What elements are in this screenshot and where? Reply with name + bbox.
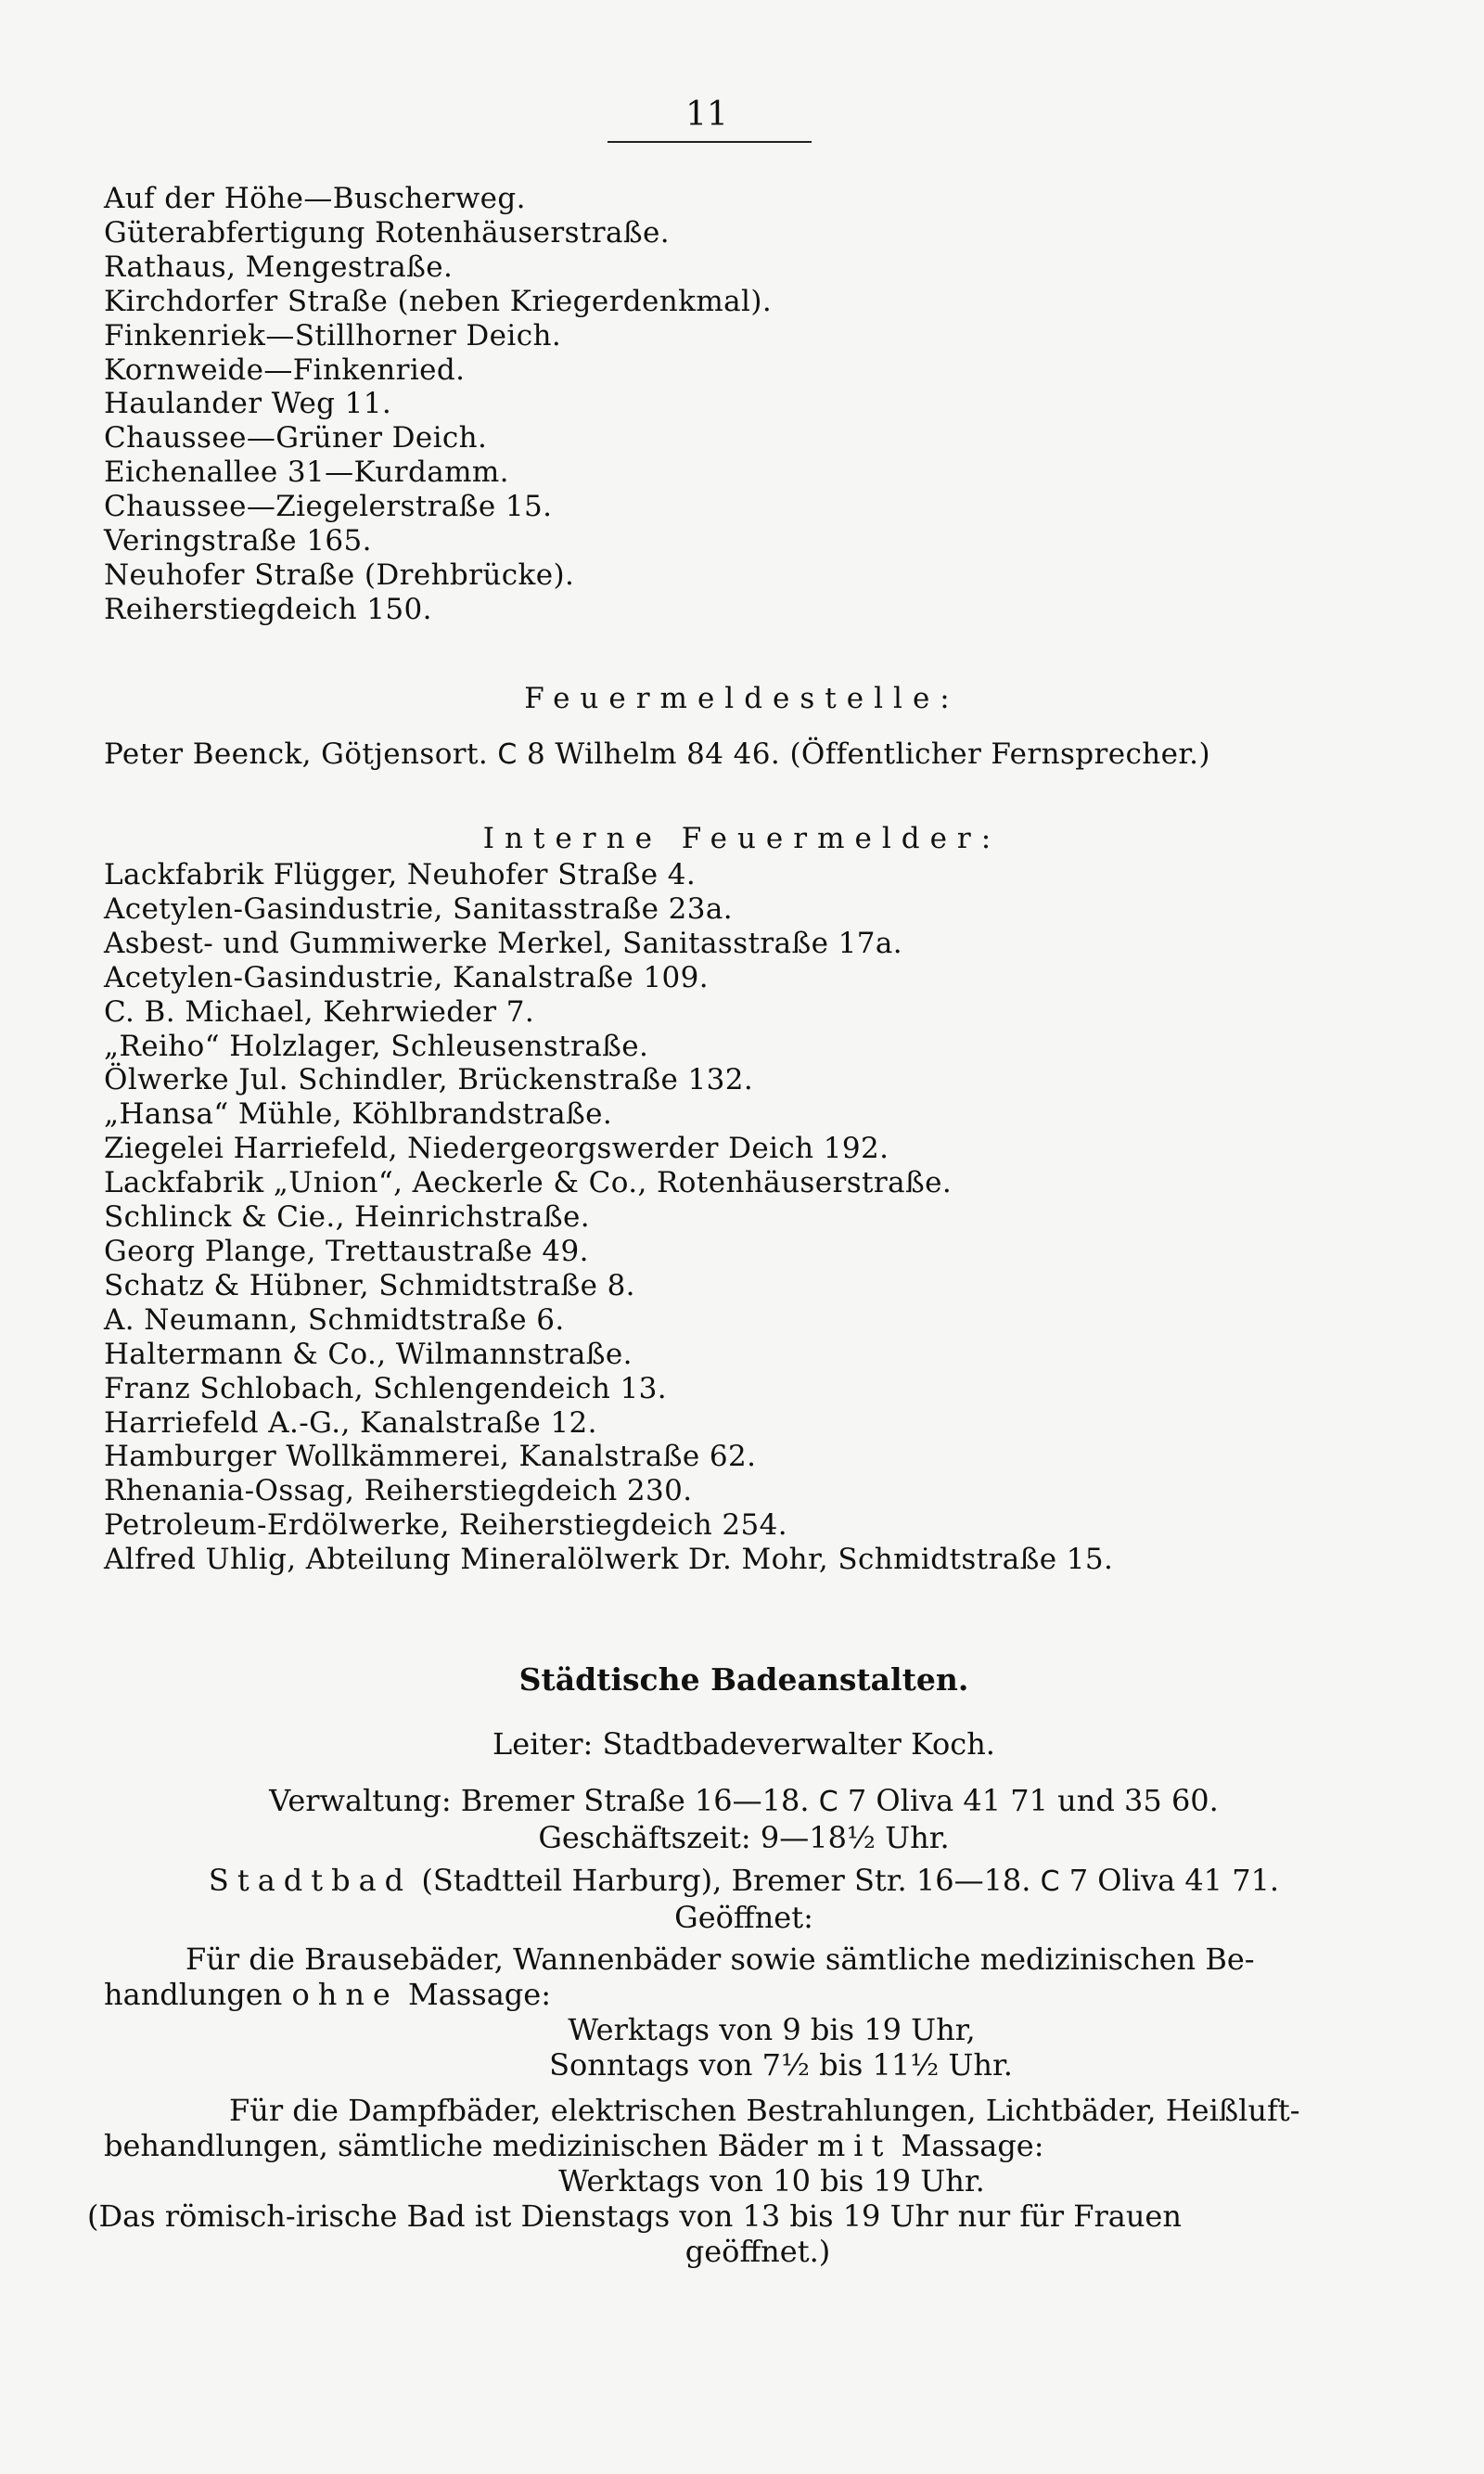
list-item: Reiherstiegdeich 150.: [104, 592, 432, 626]
baths-verwaltung-row: [104, 1783, 1384, 1855]
baths-stadtbad: [104, 1863, 1384, 1900]
list-item: Haltermann & Co., Wilmannstraße.: [104, 1337, 633, 1371]
phone-icon: C: [1040, 1865, 1060, 1898]
list-item: Acetylen-Gasindustrie, Kanalstraße 109.: [104, 960, 709, 994]
dampf-mit: mit: [816, 2128, 892, 2163]
list-item: Lackfabrik „Union“, Aeckerle & Co., Rotenhäuserstraße.: [104, 1166, 953, 1200]
phone-icon: C: [818, 1786, 838, 1818]
werktags-hours-2: Werktags von 10 bis 19 Uhr.: [558, 2163, 985, 2198]
stadtbad-label: Stadtbad: [208, 1863, 413, 1898]
baths-geschaeftszeit: Geschäftszeit: 9—18½ Uhr.: [538, 1820, 950, 1855]
list-item: C. B. Michael, Kehrwieder 7.: [104, 994, 535, 1029]
brause-text: handlungen: [104, 1977, 283, 2012]
brause-massage: Massage:: [408, 1977, 551, 2012]
street-list: [104, 182, 1384, 627]
brause-line-1: Für die Brausebäder, Wannenbäder sowie sämtliche medizinischen Be-: [186, 1942, 1255, 1977]
list-item: Alfred Uhlig, Abteilung Mineralölwerk Dr. Mohr, Schmidtstraße 15.: [104, 1543, 1114, 1577]
dampf-text: behandlungen, sämtliche medizinischen Bäder: [104, 2128, 808, 2163]
list-item: Neuhofer Straße (Drehbrücke).: [104, 558, 575, 592]
verwaltung-text: Verwaltung: Bremer Straße 16—18.: [269, 1783, 810, 1818]
list-item: Ziegelei Harriefeld, Niedergeorgswerder Deich 192.: [104, 1132, 889, 1166]
stadtbad-address: (Stadtteil Harburg), Bremer Str. 16—18.: [421, 1863, 1031, 1898]
section-heading-interne-feuermelder: Interne Feuermelder:: [482, 822, 1002, 855]
list-item: „Hansa“ Mühle, Köhlbrandstraße.: [104, 1097, 613, 1132]
baths-brause-block: [104, 1942, 1384, 2083]
list-item: Petroleum-Erdölwerke, Reiherstiegdeich 254.: [104, 1508, 787, 1543]
list-item: Acetylen-Gasindustrie, Sanitasstraße 23a.: [104, 891, 733, 926]
list-item: „Reiho“ Holzlager, Schleusenstraße.: [104, 1029, 649, 1063]
list-item: Güterabfertigung Rotenhäuserstraße.: [104, 215, 670, 250]
list-item: Chaussee—Grüner Deich.: [104, 421, 488, 455]
list-item: Asbest- und Gummiwerke Merkel, Sanitasstraße 17a.: [104, 926, 902, 960]
feuermeldestelle-entry: [104, 737, 1384, 773]
baths-geoeffnet: Geöffnet:: [674, 1900, 813, 1935]
list-item: Harriefeld A.-G., Kanalstraße 12.: [104, 1405, 597, 1440]
brause-line-2: [104, 1977, 1384, 2012]
brause-ohne: ohne: [291, 1977, 399, 2012]
dampf-line-1: Für die Dampfbäder, elektrischen Bestrahlungen, Lichtbäder, Heißluft-: [229, 2093, 1300, 2128]
sonntags-hours: Sonntags von 7½ bis 11½ Uhr.: [549, 2047, 1013, 2083]
section-heading-badeanstalten: Städtische Badeanstalten.: [518, 1661, 969, 1698]
dampf-massage: Massage:: [901, 2128, 1044, 2163]
list-item: Auf der Höhe—Buscherweg.: [104, 182, 526, 215]
list-item: Rathaus, Mengestraße.: [104, 250, 454, 284]
baths-stadtbad-row: [104, 1863, 1384, 1935]
phone-icon: C: [497, 738, 518, 771]
list-item: Finkenriek—Stillhorner Deich.: [104, 318, 562, 353]
section-heading-feuermeldestelle: Feuermeldestelle:: [524, 682, 960, 715]
list-item: Ölwerke Jul. Schindler, Brückenstraße 132.: [104, 1063, 754, 1097]
page-number-rule: [608, 141, 812, 143]
baths-leiter: Leiter: Stadtbadeverwalter Koch.: [493, 1726, 995, 1762]
verwaltung-phone: 7 Oliva 41 71 und 35 60.: [847, 1783, 1219, 1818]
stadtbad-phone: 7 Oliva 41 71.: [1068, 1863, 1280, 1898]
list-item: Hamburger Wollkämmerei, Kanalstraße 62.: [104, 1440, 757, 1474]
baths-verwaltung: [104, 1783, 1384, 1820]
list-item: Schlinck & Cie., Heinrichstraße.: [104, 1200, 591, 1235]
roemisch-line-1: (Das römisch-irische Bad ist Dienstags von 13 bis 19 Uhr nur für Frauen: [87, 2198, 1182, 2234]
list-item: Franz Schlobach, Schlengendeich 13.: [104, 1371, 667, 1405]
list-item: Chaussee—Ziegelerstraße 15.: [104, 490, 553, 524]
entry-text: Peter Beenck, Götjensort.: [104, 737, 489, 771]
list-item: Schatz & Hübner, Schmidtstraße 8.: [104, 1268, 635, 1302]
list-item: Eichenallee 31—Kurdamm.: [104, 455, 509, 490]
list-item: Kirchdorfer Straße (neben Kriegerdenkmal).: [104, 284, 773, 318]
page-number: 11: [685, 96, 728, 134]
list-item: A. Neumann, Schmidtstraße 6.: [104, 1302, 565, 1337]
entry-phone: 8 Wilhelm 84 46. (Öffentlicher Fernsprecher.): [526, 737, 1210, 771]
list-item: Haulander Weg 11.: [104, 387, 392, 421]
baths-dampf-block: [87, 2093, 1384, 2269]
list-item: Lackfabrik Flügger, Neuhofer Straße 4.: [104, 858, 697, 891]
list-item: Georg Plange, Trettaustraße 49.: [104, 1234, 589, 1268]
internal-alarm-list: [104, 858, 1384, 1577]
werktags-hours-1: Werktags von 9 bis 19 Uhr,: [568, 2012, 976, 2047]
baths-section: [104, 1662, 1384, 1698]
dampf-line-2: [104, 2128, 1384, 2163]
roemisch-line-2: geöffnet.): [684, 2234, 831, 2269]
list-item: Kornweide—Finkenried.: [104, 353, 466, 387]
baths-leiter-row: [104, 1726, 1384, 1762]
list-item: Veringstraße 165.: [104, 524, 372, 558]
list-item: Rhenania-Ossag, Reiherstiegdeich 230.: [104, 1474, 693, 1508]
